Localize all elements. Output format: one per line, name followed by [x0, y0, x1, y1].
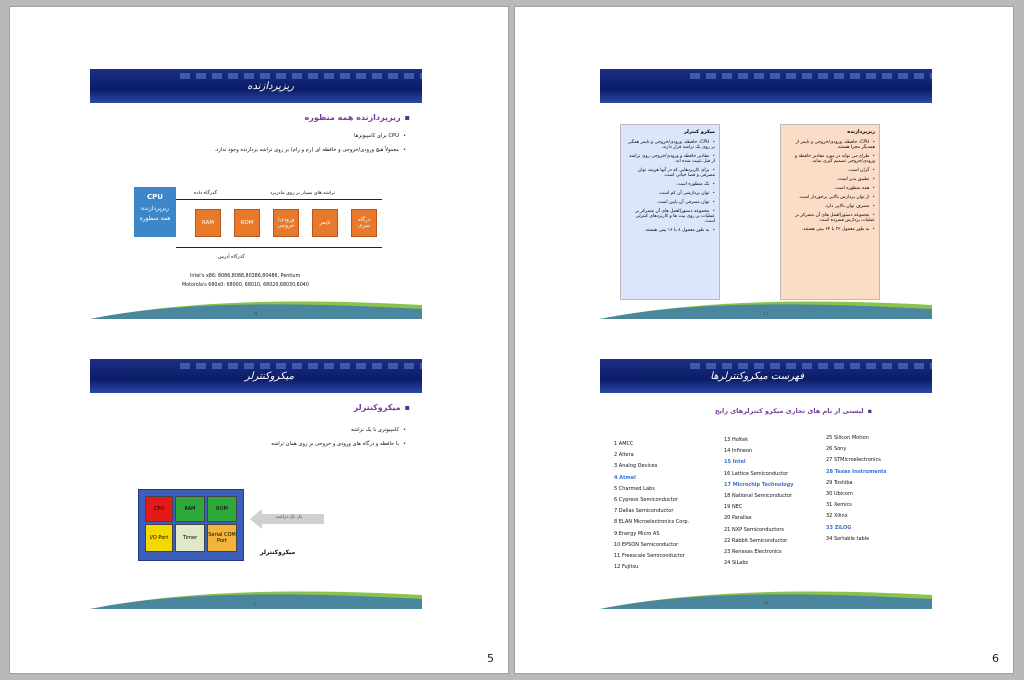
cell-serial-port: Serial COM Port: [207, 524, 237, 552]
mcu-item: 25 Silicon Motion: [826, 435, 869, 441]
cpu-title: CPU: [147, 193, 163, 201]
cell-timer: Timer: [175, 524, 205, 552]
slide-number: ۱۰: [253, 601, 259, 607]
slide-banner: [600, 359, 932, 393]
box-item: • گران است.: [785, 168, 875, 173]
mcu-item: 31 Xemics: [826, 502, 852, 509]
mcu-column-1: [614, 439, 689, 573]
slide-banner: [90, 359, 422, 393]
page-number: 5: [487, 652, 494, 665]
slide-heading: ▪ میکروکنترلر: [354, 403, 410, 412]
chip-timer: تایمر: [312, 209, 338, 237]
box-item: • مصرف توان بالایی دارد.: [785, 204, 875, 209]
cell-ram: RAM: [175, 496, 205, 522]
intel-line: Intel's x86: 8086,8088,80386,80486, Pentium: [190, 274, 301, 279]
slide-title: فهرست میکروکنترلرها: [710, 371, 804, 382]
mcu-item: 4 Atmel: [614, 474, 636, 481]
box-item: • CPU، حافظه، ورودی/خروجی و تایمر از همدیگر مجزا هستند.: [785, 140, 875, 150]
box-item: • تطبیق پذیر است.: [785, 177, 875, 182]
bullet-list: [106, 427, 406, 455]
cell-rom: ROM: [207, 496, 237, 522]
mcu-item: 6 Cypress Semiconductor: [614, 497, 678, 504]
motorola-line: Motorola's 680x0: 68000, 68010, 68020,68030,6040: [182, 283, 309, 288]
chip-serial: درگاه سری: [351, 209, 377, 237]
slide-number: ۱۱: [763, 311, 769, 317]
slide-number: ۹: [254, 311, 258, 317]
mcu-item: 14 Infineon: [724, 448, 753, 455]
bullet-item: • کامپیوتری با یک تراشه: [106, 427, 406, 433]
bullet-list: [106, 133, 406, 161]
slide-banner: [600, 69, 932, 103]
mcu-column-2: [724, 435, 793, 569]
mcu-item: 15 Intel: [724, 459, 746, 466]
address-bus-label: گذرگاه آدرس: [218, 255, 245, 260]
mcu-item: 2 Altera: [614, 452, 634, 459]
box-title: ریزپردازنده: [847, 129, 875, 135]
mcu-item: 32 Xilinx: [826, 513, 848, 520]
mcu-item: 33 ZiLOG: [826, 524, 852, 531]
mcu-chip-diagram: [138, 489, 244, 561]
mcu-item: 3 Analog Devices: [614, 463, 658, 470]
box-item: • توان مصرفی آن پایین است.: [625, 200, 715, 205]
box-item: • مقادیر حافظه و ورودی/خروجی روی تراشه از قبل تثبیت شده اند.: [625, 154, 715, 164]
mcu-item: 28 Texas Instruments: [826, 468, 887, 475]
arrow-label: یک تک تراشه: [276, 515, 303, 520]
page-number: 6: [992, 652, 999, 665]
mcu-item: 34 Sortable table: [826, 535, 870, 542]
cell-cpu: CPU: [145, 496, 173, 522]
box-item: • برای کاربردهایی که در آنها هزینه، توان مصرفی و فضا حیاتی است.: [625, 168, 715, 178]
mcu-item: 9 Energy Micro AS: [614, 530, 660, 537]
box-item: • تک منظوره است.: [625, 182, 715, 187]
bullet-item: • معمولاً هیچ ورودی/خروجی و حافظه ای (رم و رام) بر روی تراشه پردازنده وجود ندارد.: [106, 147, 406, 153]
box-item: • همه منظوره است.: [785, 186, 875, 191]
box-item: • به طور معمول ۳۲ یا ۶۴ بیتی هستند.: [785, 227, 875, 232]
mcu-item: 8 ELAN Microelectronics Corp.: [614, 519, 690, 526]
slide-heading: ▪ ریزپردازنده همه منظوره: [305, 113, 410, 122]
chip-ram: RAM: [195, 209, 221, 237]
slide-comparison[interactable]: [600, 69, 932, 319]
mcu-item: 13 Holtek: [724, 437, 749, 443]
mcu-item: 20 Parallax: [724, 515, 752, 522]
slide-title: ریزپردازنده: [247, 81, 294, 92]
mcu-item: 23 Renesas Electronics: [724, 549, 782, 556]
cell-io-port: I/O Port: [145, 524, 173, 552]
mcu-item: 26 Sony: [826, 446, 847, 453]
bullet-item: • با حافظه و درگاه های ورودی و خروجی بر روی همان تراشه: [106, 441, 406, 447]
slide-mcu-list[interactable]: [600, 359, 932, 609]
box-item: • مجموعه دستورالعمل های آن متمرکز بر عملیات بر روی بیت ها و کاربردهای کنترلی است.: [625, 209, 715, 224]
mcu-item: 11 Freescale Semiconductor: [614, 553, 685, 560]
cpu-block: [134, 187, 176, 237]
box-item: • CPU، حافظه، ورودی/خروجی و تایمر همگی بر روی یک تراشه قرار دارند.: [625, 140, 715, 150]
mcu-item: 24 SiLabs: [724, 560, 749, 567]
slide-banner: [90, 69, 422, 103]
cpu-sub1: ریزپردازنده: [140, 205, 170, 212]
slide-number: ۱۲: [763, 601, 769, 607]
mcu-item: 10 EPSON Semiconductor: [614, 541, 679, 548]
mcu-item: 16 Lattice Semiconductor: [724, 470, 789, 477]
mcu-item: 1 AMCC: [614, 441, 634, 447]
mcu-column-3: [826, 433, 887, 545]
mcu-item: 17 Microchip Technology: [724, 481, 794, 488]
mcu-item: 19 NEC: [724, 504, 743, 511]
slide-microprocessor[interactable]: [90, 69, 422, 319]
mcu-item: 27 STMicroelectronics: [826, 457, 881, 464]
microcontroller-box: [620, 124, 720, 300]
box-item: • از توان پردازش بالایی برخوردار است.: [785, 195, 875, 200]
slide-title: میکروکنترلر: [244, 371, 294, 382]
document-page-5: [9, 6, 509, 674]
bullet-item: • CPU برای کامپیوترها: [106, 133, 406, 139]
mcu-item: 18 National Semiconductor: [724, 493, 793, 500]
document-page-6: [514, 6, 1014, 674]
mcu-item: 21 NXP Semiconductors: [724, 526, 784, 533]
cpu-sub2: همه منظوره: [139, 215, 171, 222]
chip-io: ورودی/ خروجی: [273, 209, 299, 237]
box-title: میکرو کنترلر: [683, 129, 715, 135]
chip-rom: ROM: [234, 209, 260, 237]
box-item: • به طور معمول ۸ یا ۱۶ بیتی هستند.: [625, 228, 715, 233]
box-item: • توان پردازشی آن کم است.: [625, 191, 715, 196]
mcu-item: 12 Fujitsu: [614, 564, 639, 571]
microprocessor-box: [780, 124, 880, 300]
data-bus-line: [176, 199, 382, 200]
mcu-item: 7 Dallas Semiconductor: [614, 508, 674, 515]
slide-microcontroller[interactable]: [90, 359, 422, 609]
diagram-caption: میکروکنترلر: [260, 549, 296, 556]
mcu-item: 22 Rabbit Semiconductor: [724, 537, 788, 544]
mcu-item: 5 Charmed Labs: [614, 485, 655, 492]
box-item: • طراح می تواند در مورد مقادیر حافظه و ورودی/خروجی تصمیم گیری نماید.: [785, 154, 875, 164]
data-bus-label: گذرگاه داده: [194, 191, 218, 196]
slide-heading: ▪ لیستی از نام های تجاری میکرو کنترلرهای رایج: [715, 407, 872, 415]
mcu-item: 30 Ubicom: [826, 491, 853, 498]
address-bus-line: [176, 247, 382, 248]
box-item: • مجموعه دستورالعمل های آن متمرکز بر عملیات پردازش فشرده است.: [785, 213, 875, 223]
mcu-item: 29 Toshiba: [826, 479, 853, 486]
board-label: تراشه های بسیار بر روی مادربرد: [270, 191, 336, 196]
